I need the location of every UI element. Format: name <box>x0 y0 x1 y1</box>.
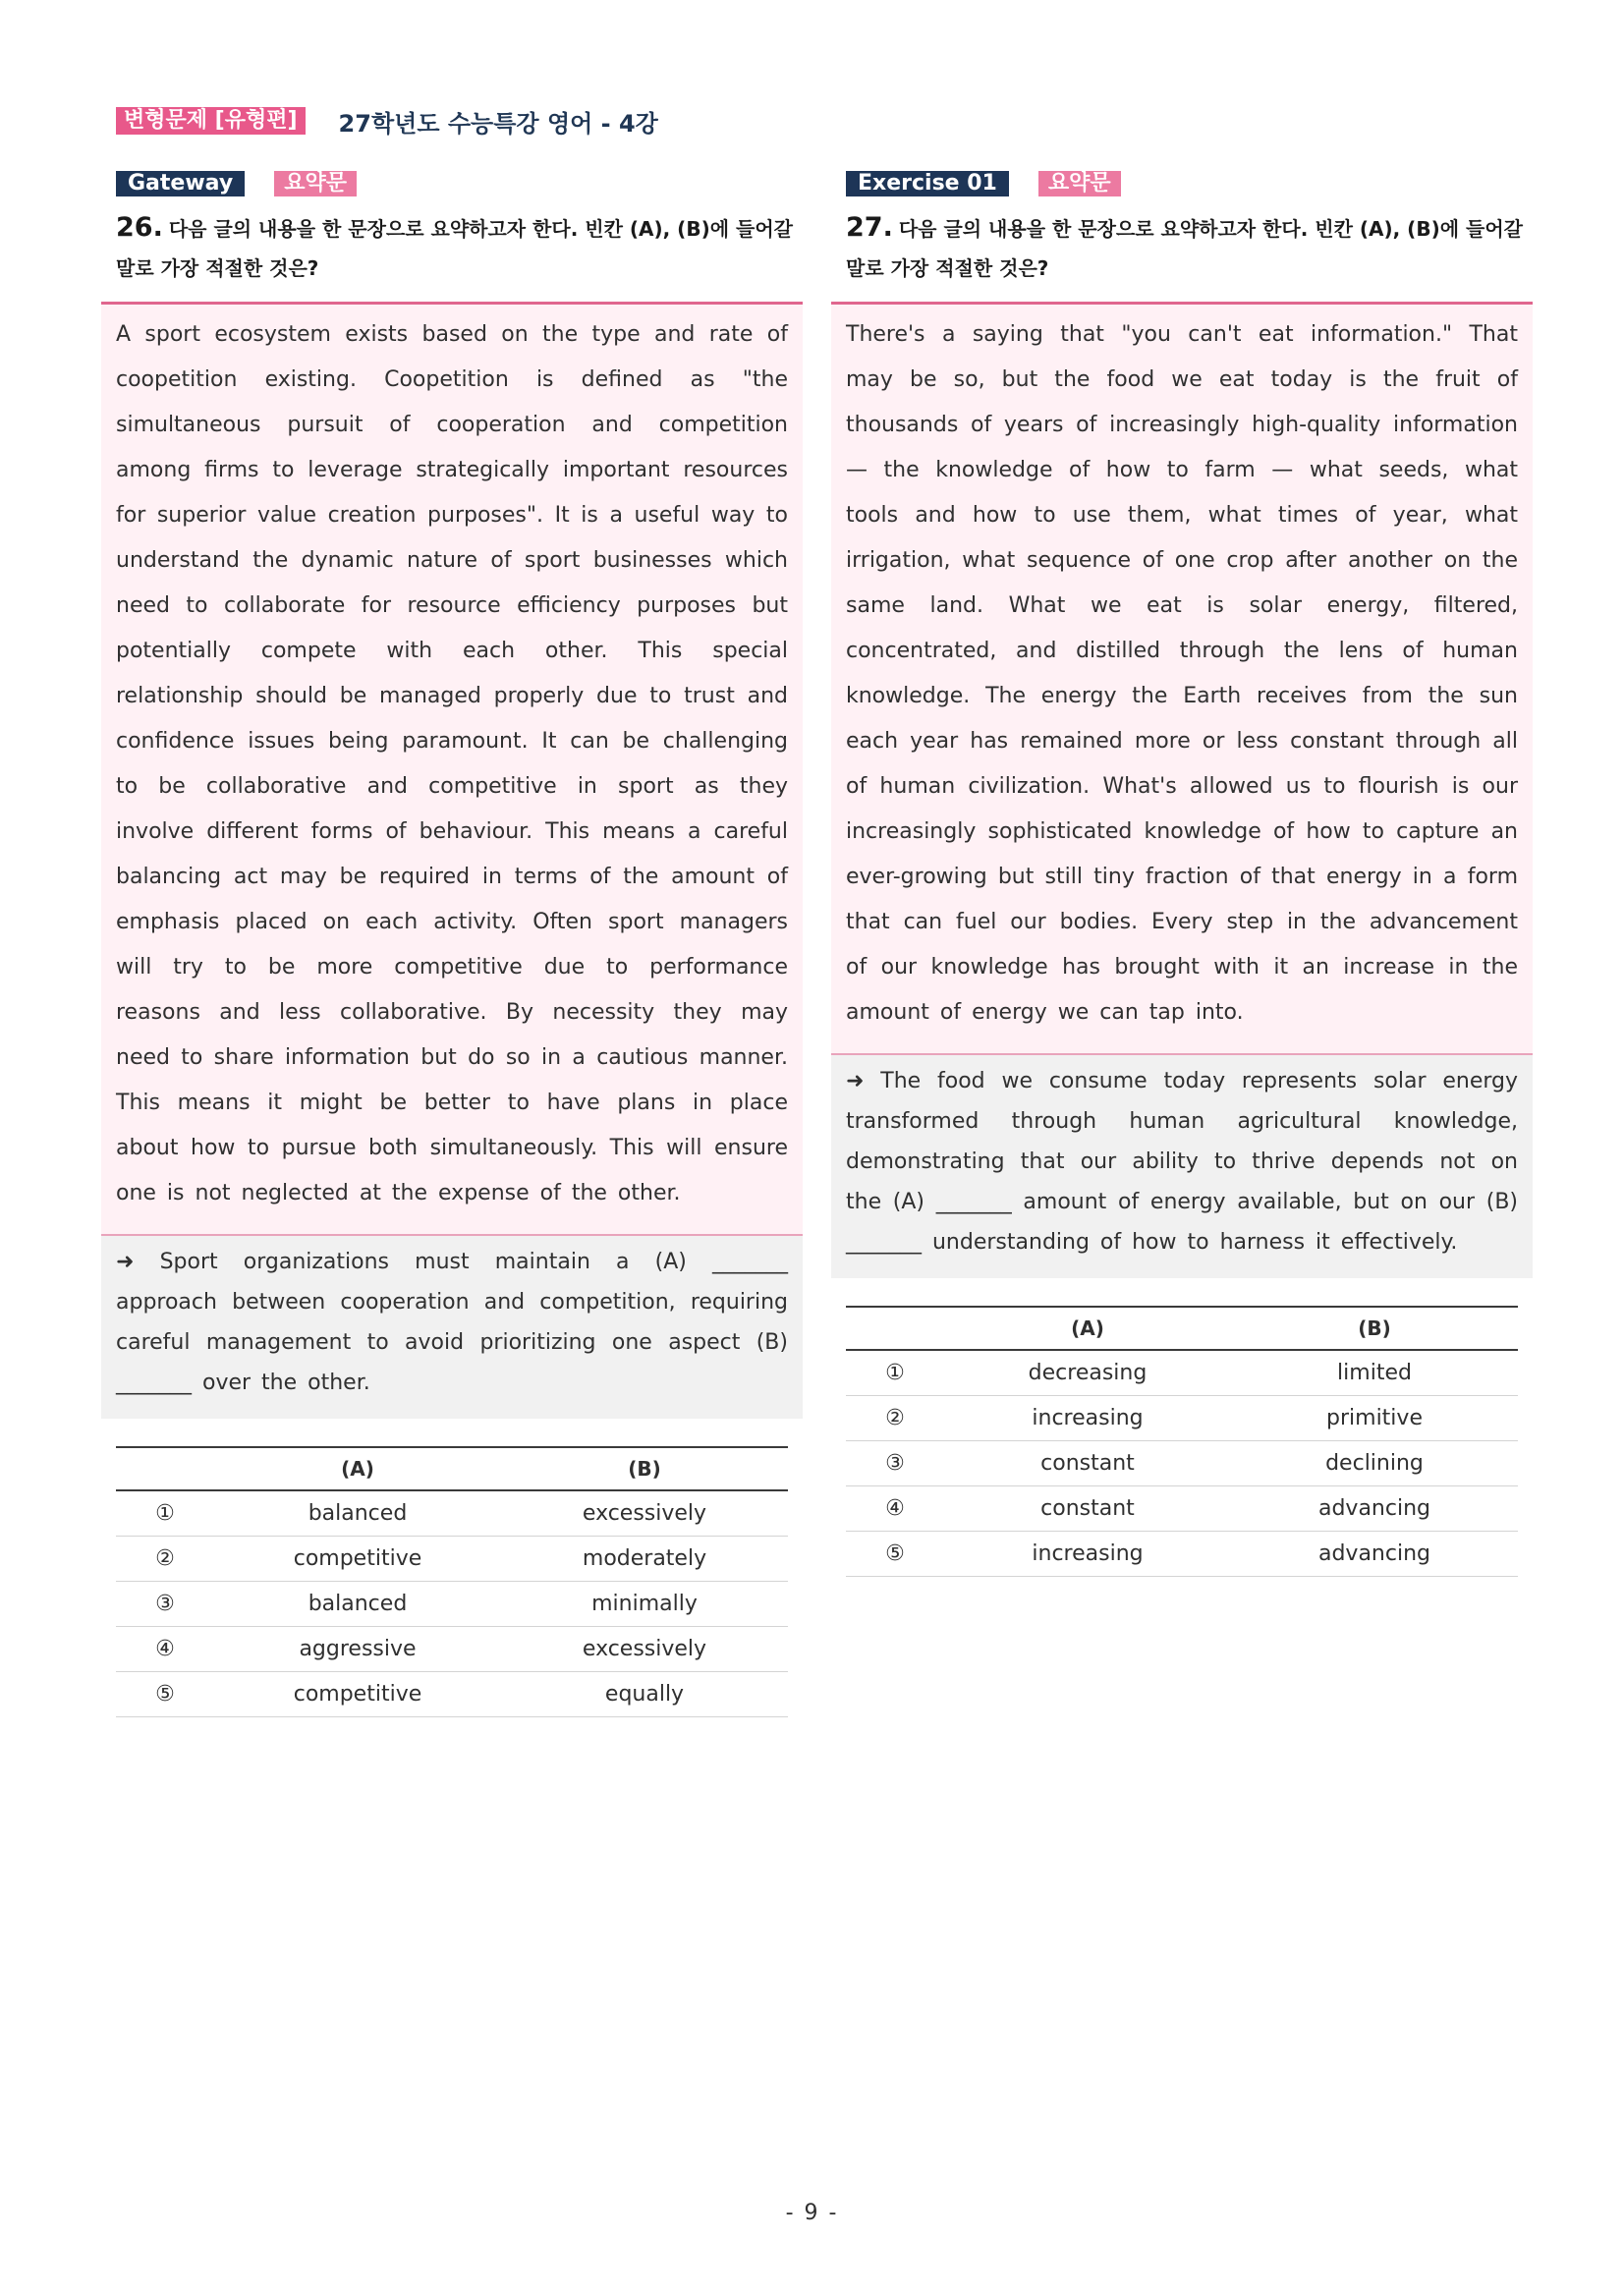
option-b: advancing <box>1231 1485 1518 1531</box>
question-number: 26. <box>116 212 163 243</box>
question-tags <box>846 171 1533 196</box>
page-title: 27학년도 수능특강 영어 - 4강 <box>338 109 658 138</box>
answer-options-table <box>116 1446 788 1717</box>
column-b-header: (B) <box>1231 1307 1518 1350</box>
question-text: 다음 글의 내용을 한 문장으로 요약하고자 한다. 빈칸 (A), (B)에 들어갈 말로 가장 적절한 것은? <box>846 217 1523 280</box>
option-b: declining <box>1231 1440 1518 1485</box>
option-b: advancing <box>1231 1531 1518 1576</box>
section-label: 변형문제 [유형편] <box>116 107 306 135</box>
question-tags <box>116 171 803 196</box>
reading-passage: There's a saying that "you can't eat information." That may be so, but the food we eat today is the fruit of thousands of years of increasingly high-quality information — the knowledge of how to farm — what seeds, what tools and how to use them, what times of year, what irrigation, what sequence of one crop after another on the same land. What we eat is solar energy, filtered, concentrated, and distilled through the lens of human knowledge. The energy the Earth receives from the sun each year has remained more or less constant through all of human civilization. What's allowed us to flourish is our increasingly sophisticated knowledge of how to capture an ever-growing but still tiny fraction of that energy in a form that can fuel our bodies. Every step in the advancement of our knowledge has brought with it an increase in the amount of energy we can tap into. <box>831 302 1533 1055</box>
options-header-row <box>116 1447 788 1490</box>
column-a-header: (A) <box>214 1447 501 1490</box>
column-b-header: (B) <box>501 1447 788 1490</box>
option-a: increasing <box>944 1395 1231 1440</box>
option-b: equally <box>501 1671 788 1716</box>
answer-option-4[interactable] <box>846 1485 1518 1531</box>
exercise-tag: Exercise 01 <box>846 171 1009 196</box>
option-number-header <box>846 1307 944 1350</box>
option-b: excessively <box>501 1490 788 1536</box>
page-number: - 9 - <box>785 2201 839 2225</box>
reading-passage: A sport ecosystem exists based on the type and rate of coopetition existing. Coopetition is defined as "the simultaneous pursuit of cooperation and competition among firms to leverage strategically important resources for superior value creation purposes". It is a useful way to understand the dynamic nature of sport businesses which need to collaborate for resource efficiency purposes but potentially compete with each other. This special relationship should be managed properly due to trust and confidence issues being paramount. It can be challenging to be collaborative and competitive in sport as they involve different forms of behaviour. This means a careful balancing act may be required in terms of the amount of emphasis placed on each activity. Often sport managers will try to be more competitive due to performance reasons and less collaborative. By necessity they may need to share information but do so in a cautious manner. This means it might be better to have plans in place about how to pursue both simultaneously. This will ensure one is not neglected at the expense of the other. <box>101 302 803 1236</box>
column-a-header: (A) <box>944 1307 1231 1350</box>
option-b: minimally <box>501 1581 788 1626</box>
option-number: ② <box>846 1395 944 1440</box>
option-number: ③ <box>116 1581 214 1626</box>
option-a: balanced <box>214 1581 501 1626</box>
option-number: ⑤ <box>116 1671 214 1716</box>
option-number: ④ <box>846 1485 944 1531</box>
page-header <box>116 106 658 136</box>
option-b: excessively <box>501 1626 788 1671</box>
answer-option-2[interactable] <box>116 1536 788 1581</box>
question-prompt <box>116 208 803 288</box>
summary-sentence: ➜ Sport organizations must maintain a (A) _______ approach between cooperation and competition, requiring careful management to avoid prioritizing one aspect (B) _______ over the other. <box>101 1236 803 1419</box>
summary-sentence: ➜ The food we consume today represents solar energy transformed through human agricultural knowledge, demonstrating that our ability to thrive depends not on the (A) _______ amount of energy available, but on our (B) _______ understanding of how to harness it effectively. <box>831 1055 1533 1278</box>
option-a: aggressive <box>214 1626 501 1671</box>
answer-option-1[interactable] <box>846 1350 1518 1395</box>
option-number-header <box>116 1447 214 1490</box>
question-prompt <box>846 208 1533 288</box>
option-b: primitive <box>1231 1395 1518 1440</box>
answer-option-5[interactable] <box>116 1671 788 1716</box>
gateway-tag: Gateway <box>116 171 245 196</box>
question-26-column <box>101 171 803 1717</box>
option-a: increasing <box>944 1531 1231 1576</box>
option-number: ④ <box>116 1626 214 1671</box>
answer-option-3[interactable] <box>116 1581 788 1626</box>
answer-options-table <box>846 1306 1518 1577</box>
option-number: ① <box>116 1490 214 1536</box>
answer-option-4[interactable] <box>116 1626 788 1671</box>
answer-option-5[interactable] <box>846 1531 1518 1576</box>
option-a: balanced <box>214 1490 501 1536</box>
option-a: decreasing <box>944 1350 1231 1395</box>
question-27-column <box>831 171 1533 1577</box>
answer-option-3[interactable] <box>846 1440 1518 1485</box>
question-number: 27. <box>846 212 893 243</box>
option-number: ① <box>846 1350 944 1395</box>
option-number: ⑤ <box>846 1531 944 1576</box>
question-text: 다음 글의 내용을 한 문장으로 요약하고자 한다. 빈칸 (A), (B)에 들어갈 말로 가장 적절한 것은? <box>116 217 793 280</box>
option-b: limited <box>1231 1350 1518 1395</box>
type-tag: 요약문 <box>1038 171 1121 196</box>
option-a: constant <box>944 1485 1231 1531</box>
option-b: moderately <box>501 1536 788 1581</box>
options-header-row <box>846 1307 1518 1350</box>
option-a: constant <box>944 1440 1231 1485</box>
option-a: competitive <box>214 1671 501 1716</box>
option-number: ③ <box>846 1440 944 1485</box>
option-number: ② <box>116 1536 214 1581</box>
type-tag: 요약문 <box>274 171 357 196</box>
answer-option-2[interactable] <box>846 1395 1518 1440</box>
answer-option-1[interactable] <box>116 1490 788 1536</box>
option-a: competitive <box>214 1536 501 1581</box>
